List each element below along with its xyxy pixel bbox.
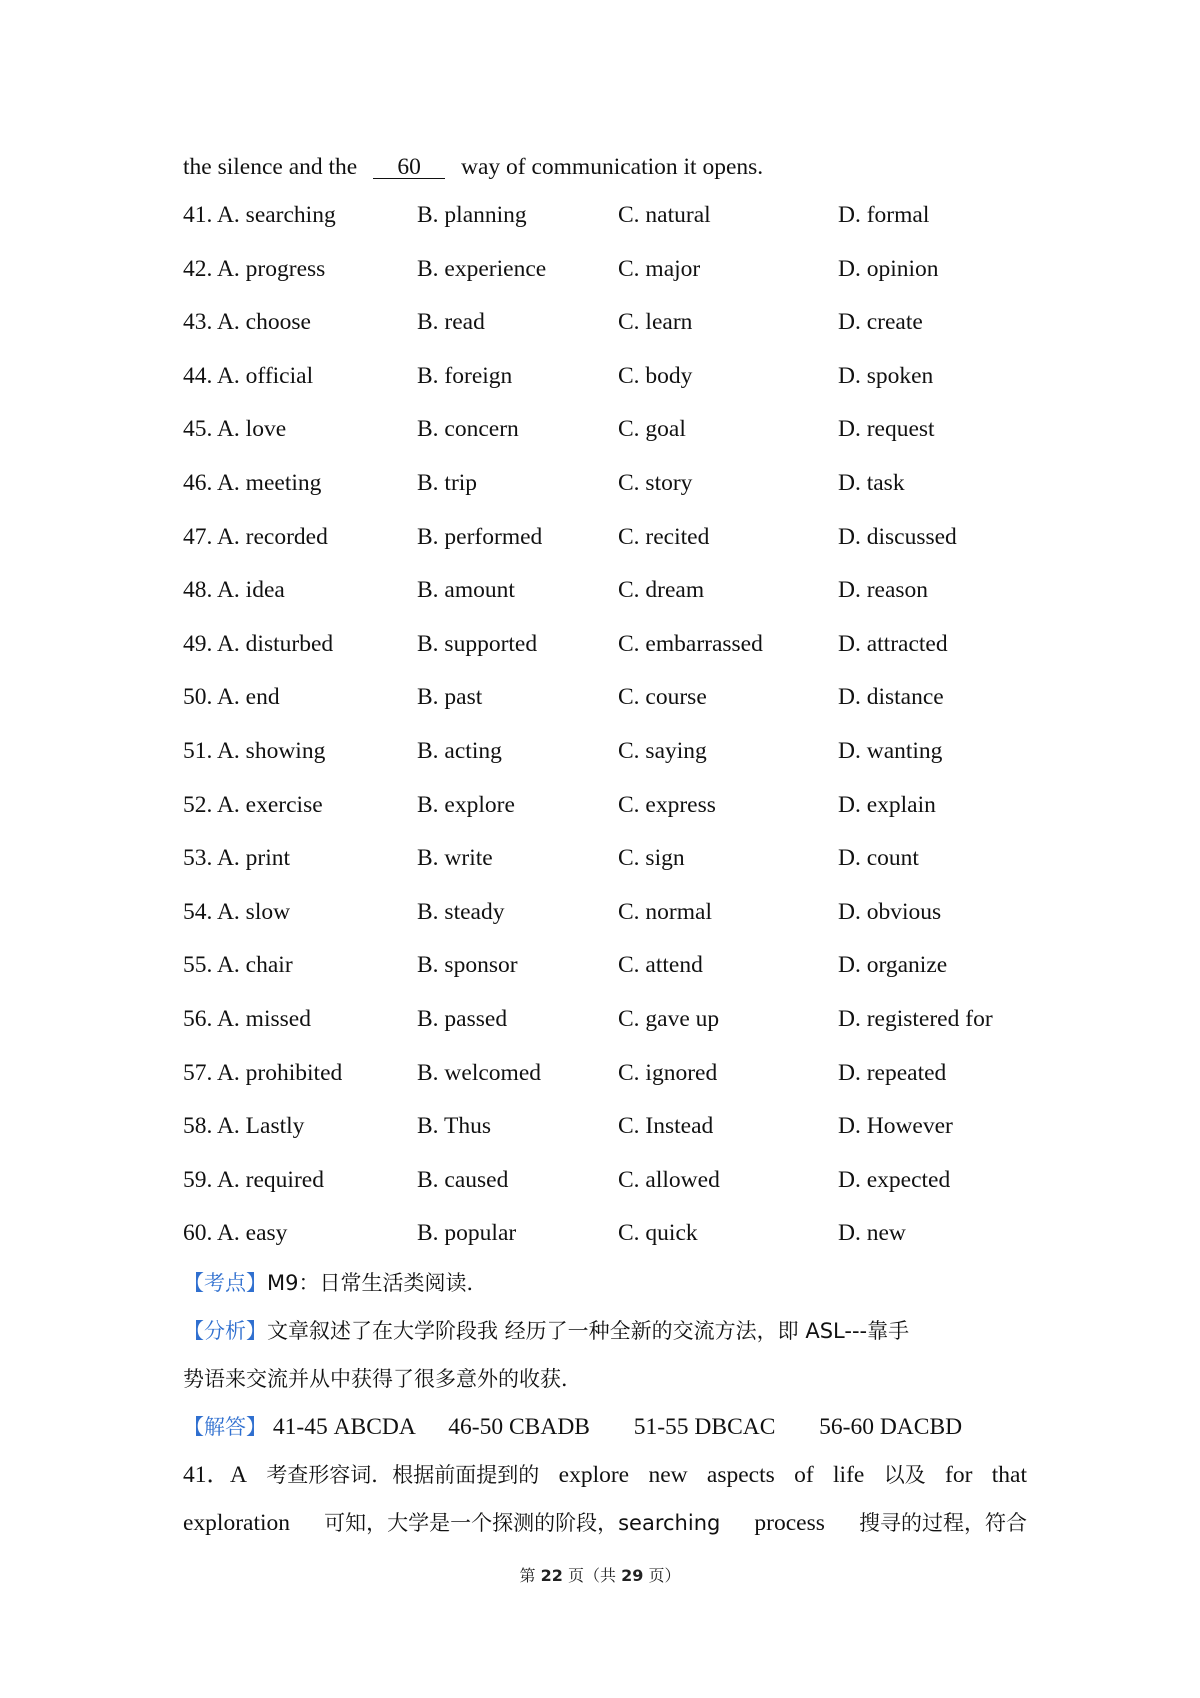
option-d: D. request: [838, 416, 935, 443]
option-d: D. However: [838, 1113, 953, 1140]
option-a: 49. A. disturbed: [183, 630, 334, 657]
explanation-word: aspects: [706, 1462, 775, 1488]
kaodian-line: [183, 1268, 1027, 1316]
explanation-word: 可知，大学是一个探测的阶段，searching: [324, 1511, 721, 1535]
option-a: 55. A. chair: [183, 952, 293, 979]
option-a: 57. A. prohibited: [183, 1059, 343, 1086]
explanation-word: of: [794, 1462, 814, 1488]
option-b: B. explore: [417, 791, 515, 818]
option-c: C. Instead: [618, 1113, 714, 1140]
fenxi-line-1: [183, 1316, 1027, 1364]
option-a: 47. A. recorded: [183, 523, 328, 550]
passage-text-before: the silence and the: [183, 154, 358, 180]
option-d: D. reason: [838, 577, 929, 604]
option-b: B. experience: [417, 255, 547, 282]
kaodian-text: M9：日常生活类阅读．: [267, 1271, 488, 1295]
option-b: B. sponsor: [417, 952, 518, 979]
option-d: D. attracted: [838, 630, 948, 657]
option-d: D. expected: [838, 1166, 951, 1193]
option-c: C. body: [618, 362, 693, 389]
option-a: 54. A. slow: [183, 898, 291, 925]
option-b: B. planning: [417, 202, 527, 228]
option-a: 51. A. showing: [183, 737, 326, 764]
option-b: B. supported: [417, 630, 538, 657]
option-c: C. saying: [618, 737, 707, 764]
explanation-word: 考查形容词．根据前面提到的: [266, 1463, 540, 1487]
option-b: B. steady: [417, 898, 505, 925]
option-d: D. opinion: [838, 255, 939, 282]
footer-total-pages: 29: [621, 1566, 644, 1585]
option-c: C. gave up: [618, 1005, 720, 1032]
jieda-answer-4: 56-60 DACBD: [819, 1414, 963, 1440]
jieda-answer-3: 51-55 DBCAC: [633, 1414, 776, 1440]
option-c: C. attend: [618, 952, 703, 979]
option-b: B. write: [417, 845, 493, 872]
option-d: D. create: [838, 309, 923, 336]
option-a: 60. A. easy: [183, 1220, 288, 1247]
option-d: D. task: [838, 469, 905, 496]
option-a: 52. A. exercise: [183, 791, 323, 818]
fenxi-text-1: 文章叙述了在大学阶段我 经历了一种全新的交流方法，即 ASL---靠手: [267, 1319, 910, 1343]
option-c: C. goal: [618, 416, 686, 443]
passage-last-line: [183, 154, 763, 181]
explanation-word: exploration: [183, 1510, 291, 1536]
explanation-word: 以及: [883, 1463, 926, 1487]
option-d: D. formal: [838, 202, 930, 228]
option-b: B. caused: [417, 1166, 509, 1193]
option-d: D. registered for: [838, 1005, 993, 1032]
footer-middle: 页（共: [562, 1566, 622, 1585]
option-a: 44. A. official: [183, 362, 314, 389]
option-c: C. quick: [618, 1220, 698, 1247]
explanation-word: 搜寻的过程，符合: [858, 1511, 1027, 1535]
option-c: C. major: [618, 255, 701, 282]
option-a: 50. A. end: [183, 684, 280, 711]
option-c: C. express: [618, 791, 716, 818]
option-c: C. story: [618, 469, 693, 496]
passage-text-after: way of communication it opens.: [460, 154, 764, 180]
option-b: B. read: [417, 309, 485, 336]
option-b: B. past: [417, 684, 483, 711]
option-c: C. normal: [618, 898, 712, 925]
footer-suffix: 页）: [643, 1566, 681, 1585]
option-d: D. discussed: [838, 523, 957, 550]
option-b: B. amount: [417, 577, 515, 604]
option-a: 46. A. meeting: [183, 469, 322, 496]
jieda-line: [183, 1412, 1027, 1460]
fenxi-line-2: [183, 1364, 1027, 1412]
option-a: 42. A. progress: [183, 255, 326, 282]
option-c: C. dream: [618, 577, 705, 604]
kaodian-tag: 【考点】: [183, 1271, 267, 1295]
option-d: D. organize: [838, 952, 948, 979]
option-c: C. recited: [618, 523, 710, 550]
q41-explanation-line-2: [183, 1508, 1027, 1556]
option-b: B. welcomed: [417, 1059, 541, 1086]
option-d: D. spoken: [838, 362, 934, 389]
option-c: C. allowed: [618, 1166, 720, 1193]
option-d: D. wanting: [838, 737, 943, 764]
option-c: C. natural: [618, 202, 711, 228]
option-b: B. passed: [417, 1005, 508, 1032]
option-d: D. distance: [838, 684, 944, 711]
option-a: 53. A. print: [183, 845, 291, 872]
option-a: 48. A. idea: [183, 577, 285, 604]
jieda-answer-2: 46-50 CBADB: [448, 1414, 590, 1440]
option-a: 43. A. choose: [183, 309, 311, 336]
option-b: B. concern: [417, 416, 519, 443]
q41-explanation-line-1: [183, 1460, 1027, 1508]
jieda-tag: 【解答】: [183, 1415, 267, 1439]
explanation-word: for: [945, 1462, 973, 1488]
option-d: D. repeated: [838, 1059, 947, 1086]
footer-prefix: 第: [519, 1566, 541, 1585]
explanation-word: 41．A: [183, 1462, 247, 1488]
option-b: B. performed: [417, 523, 543, 550]
fenxi-tag: 【分析】: [183, 1319, 267, 1343]
option-a: 58. A. Lastly: [183, 1113, 305, 1140]
option-b: B. acting: [417, 737, 502, 764]
option-d: D. new: [838, 1220, 906, 1247]
page-footer: [0, 1563, 1200, 1586]
option-b: B. trip: [417, 469, 478, 496]
explanation-word: process: [754, 1510, 825, 1536]
option-a: 56. A. missed: [183, 1005, 311, 1032]
option-c: C. sign: [618, 845, 685, 872]
footer-page-number: 22: [540, 1566, 563, 1585]
explanation-word: explore: [558, 1462, 630, 1488]
jieda-answer-1: 41-45 ABCDA: [272, 1414, 415, 1440]
option-a: 45. A. love: [183, 416, 287, 443]
option-b: B. popular: [417, 1220, 517, 1247]
explanation-word: that: [991, 1462, 1027, 1488]
option-c: C. ignored: [618, 1059, 718, 1086]
option-d: D. obvious: [838, 898, 942, 925]
option-b: B. foreign: [417, 362, 513, 389]
explanation-word: new: [648, 1462, 688, 1488]
fenxi-text-2: 势语来交流并从中获得了很多意外的收获．: [183, 1367, 582, 1391]
option-b: B. Thus: [417, 1113, 491, 1140]
explanation-word: life: [833, 1462, 865, 1488]
option-a: 59. A. required: [183, 1166, 324, 1193]
option-d: D. explain: [838, 791, 936, 818]
option-c: C. learn: [618, 309, 693, 336]
option-c: C. embarrassed: [618, 630, 763, 657]
analysis-section: [183, 1268, 1027, 1556]
option-d: D. count: [838, 845, 919, 872]
option-c: C. course: [618, 684, 707, 711]
blank-60: 60: [373, 156, 445, 179]
option-a: 41. A. searching: [183, 202, 336, 228]
